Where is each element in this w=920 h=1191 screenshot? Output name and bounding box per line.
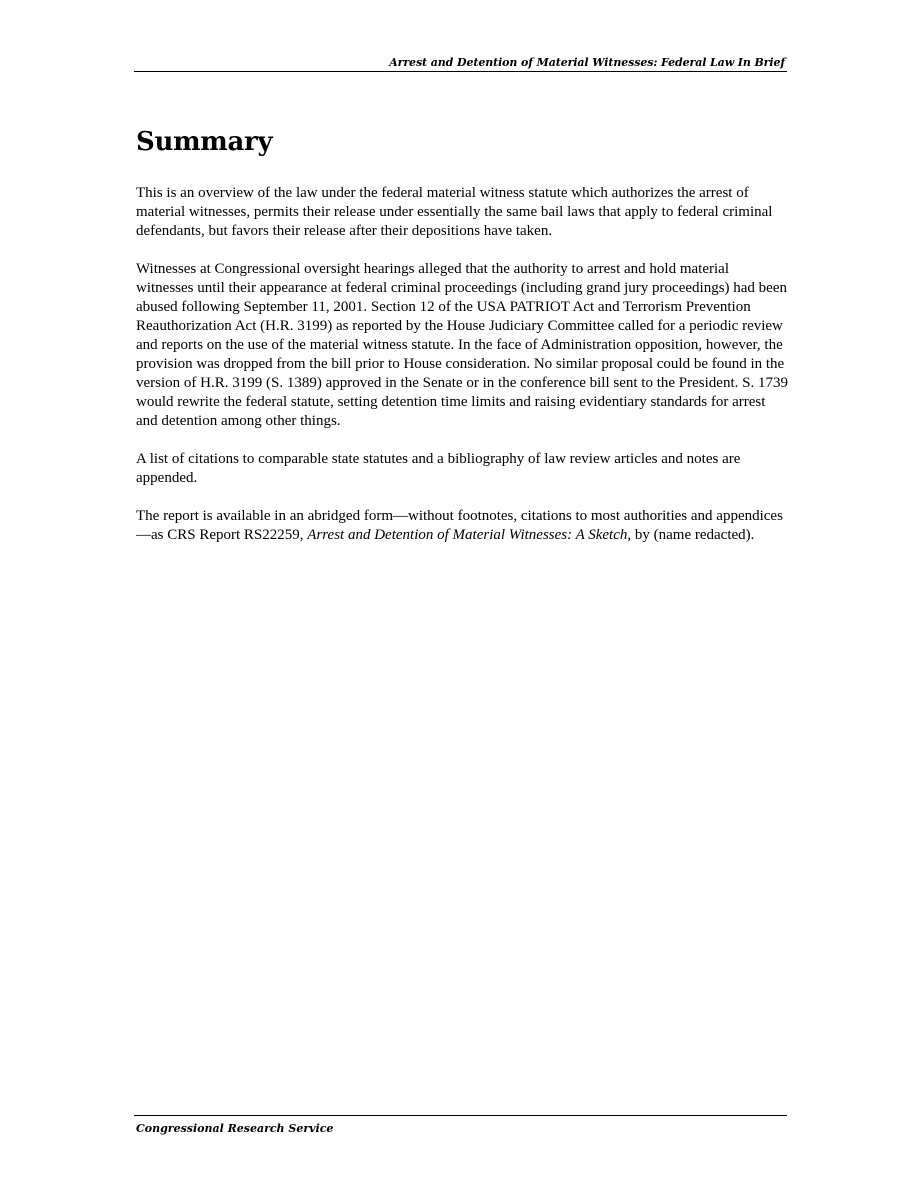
footer-organization: Congressional Research Service [136, 1122, 334, 1135]
running-header-title: Arrest and Detention of Material Witnesses: Federal Law In Brief [389, 56, 785, 69]
summary-section [136, 125, 788, 564]
running-footer [134, 1115, 787, 1137]
summary-paragraph-appendices: A list of citations to comparable state statutes and a bibliography of law review articles and notes are appended. [136, 451, 741, 486]
abridged-report-text-before: The report is available in an abridged form—without footnotes, citations to most authorities and appendices—as CRS Report RS22259, [136, 508, 783, 543]
summary-heading: Summary [136, 127, 273, 157]
summary-paragraph-overview: This is an overview of the law under the federal material witness statute which authorizes the arrest of material witnesses, permits their release under essentially the same bail laws that apply to federal criminal defendants, but favors their release after their depositions have taken. [136, 185, 773, 239]
running-header [134, 54, 787, 72]
summary-paragraph-oversight: Witnesses at Congressional oversight hearings alleged that the authority to arrest and hold material witnesses until their appearance at federal criminal proceedings (including grand jury proceedings) had been abused following September 11, 2001. Section 12 of the USA PATRIOT Act and Terrorism Prevention Reauthorization Act (H.R. 3199) as reported by the House Judiciary Committee called for a periodic review and reports on the use of the material witness statute. In the face of Administration opposition, however, the provision was dropped from the bill prior to House consideration. No similar proposal could be found in the version of H.R. 3199 (S. 1389) approved in the Senate or in the conference bill sent to the President. S. 1739 would rewrite the federal statute, setting detention time limits and raising evidentiary standards for arrest and detention among other things. [136, 261, 788, 429]
abridged-report-text-after: , by (name redacted). [627, 527, 755, 543]
summary-paragraph-abridged-report [136, 507, 788, 545]
abridged-report-title: Arrest and Detention of Material Witnesses: A Sketch [307, 527, 628, 543]
